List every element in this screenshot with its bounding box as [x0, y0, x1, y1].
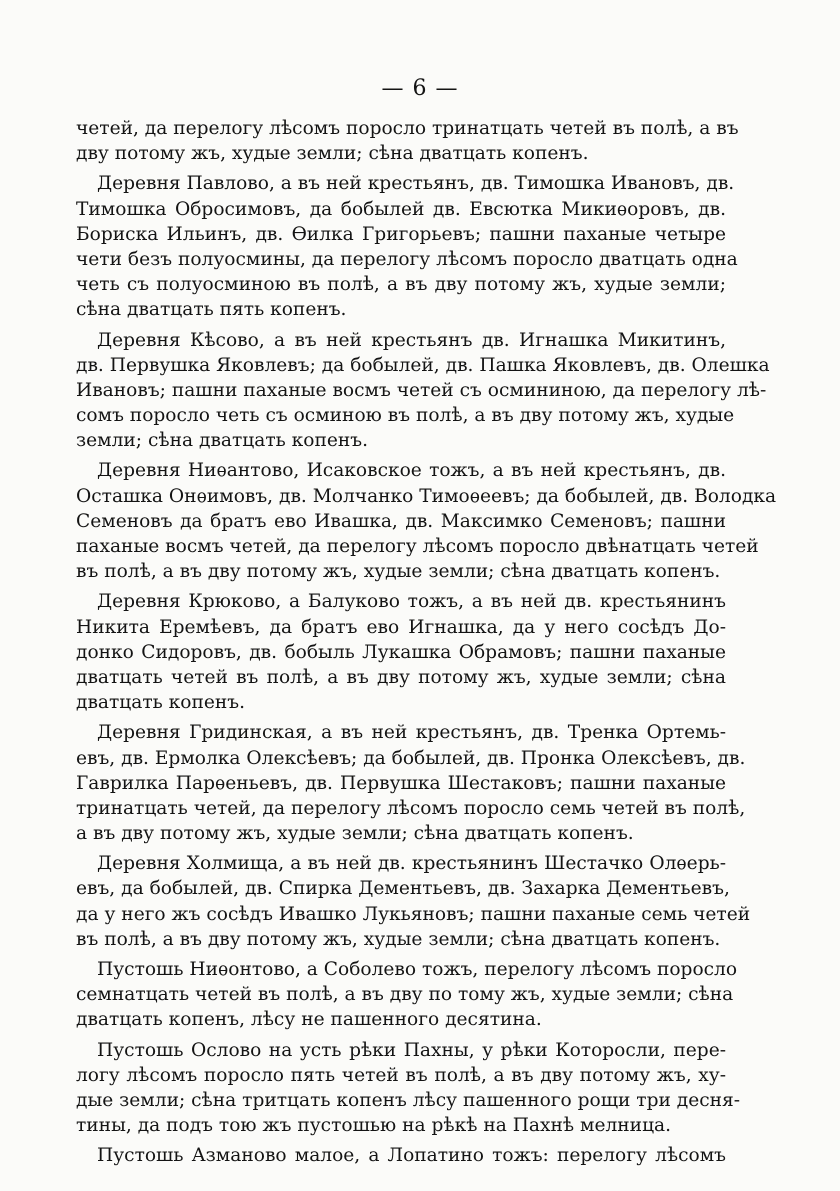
paragraph-nifontovo [76, 957, 738, 1033]
text-line: логу лѣсомъ поросло пять четей въ полѣ, а въ дву потому жъ, ху- [76, 1064, 726, 1086]
text-line: паханые восмъ четей, да перелогу лѣсомъ поросло двѣнатцать четей [76, 536, 759, 557]
text-line: чети безъ полуосмины, да перелогу лѣсомъ поросло дватцать одна [76, 248, 738, 270]
text-line: четей, да перелогу лѣсомъ поросло тринатцать четей въ полѣ, а въ [76, 118, 739, 139]
text-line: Деревня Павлово, а въ ней крестьянъ, дв. Тимошка Ивановъ, дв. [97, 173, 735, 195]
text-line: Деревня Ниѳантово, Исаковское тожъ, а въ ней крестьянъ, дв. [97, 460, 726, 482]
paragraph-nifantovo [76, 458, 777, 584]
text-line: семнатцать четей въ полѣ, а въ дву по тому жъ, худые земли; сѣна [76, 984, 734, 1006]
text-line: Гаврилка Парѳеньевъ, дв. Первушка Шестаковъ; пашни паханые [76, 772, 726, 794]
text-body [76, 116, 777, 1174]
text-line: дватцать копенъ. [76, 692, 245, 714]
text-line: дву потому жъ, худые земли; сѣна дватцать копенъ. [76, 143, 589, 165]
text-line: Тимошка Обросимовъ, да бобылей дв. Евсютка Микиѳоровъ, дв. [76, 198, 726, 220]
page-number: — 6 — [381, 76, 459, 101]
paragraph-continuation [76, 116, 739, 166]
text-line: тины, да подъ тою жъ пустошью на рѣкѣ на Пахнѣ мелница. [76, 1115, 672, 1137]
paragraph-oslovo [76, 1038, 741, 1139]
text-line: Деревня Кѣсово, а въ ней крестьянъ дв. Игнашка Микитинъ, [97, 329, 726, 351]
text-line: Деревня Холмища, а въ ней дв. крестьянинъ Шестачко Олѳерь- [97, 853, 726, 875]
text-line: сомъ поросло четь съ осминою въ полѣ, а въ дву потому жъ, худые [76, 405, 735, 427]
text-line: донко Сидоровъ, дв. бобыль Лукашка Обрамовъ; пашни паханые [76, 641, 726, 663]
text-line: Никита Еремѣевъ, да братъ ево Игнашка, да у него сосѣдъ До- [76, 616, 726, 638]
text-line: дые земли; сѣна тритцать копенъ лѣсу пашенного рощи три десня- [76, 1089, 741, 1111]
text-line: Пустошь Ниѳонтово, а Соболево тожъ, перелогу лѣсомъ поросло [97, 959, 738, 980]
paragraph-kryukovo [76, 589, 726, 715]
text-line: Деревня Крюково, а Балуково тожъ, а въ ней дв. крестьянинъ [97, 591, 726, 613]
text-line: дватцать копенъ, лѣсу не пашенного десятина. [76, 1009, 542, 1031]
text-line: сѣна дватцать пять копенъ. [76, 299, 347, 321]
text-line: въ полѣ, а въ дву потому жъ, худые земли; сѣна дватцать копенъ. [76, 928, 721, 950]
paragraph-pavlovo [76, 171, 738, 322]
text-line: евъ, дв. Ермолка Олексѣевъ; да бобылей, дв. Пронка Олексѣевъ, дв. [76, 747, 746, 769]
text-line: Деревня Гридинская, а въ ней крестьянъ, дв. Тренка Ортемь- [97, 722, 726, 744]
paragraph-kholmishcha [76, 851, 751, 952]
text-line: Пустошь Азманово малое, а Лопатино тожъ: перелогу лѣсомъ [97, 1145, 726, 1167]
text-line: да у него жъ сосѣдъ Ивашко Лукьяновъ; пашни паханые семь четей [76, 903, 751, 925]
text-line: тринатцать четей, да перелогу лѣсомъ поросло семь четей въ полѣ, [76, 797, 746, 819]
paragraph-kesovo [76, 328, 770, 454]
text-line: четь съ полуосминою въ полѣ, а въ дву потому жъ, худые земли; [76, 274, 726, 296]
text-line: земли; сѣна дватцать копенъ. [76, 430, 368, 452]
paragraph-azmanovo [76, 1143, 726, 1168]
text-line: евъ, да бобылей, дв. Спирка Дементьевъ, дв. Захарка Дементьевъ, [76, 878, 730, 900]
text-line: Семеновъ да братъ ево Ивашка, дв. Максимко Семеновъ; пашни [76, 510, 726, 532]
text-line: дватцать четей въ полѣ, а въ дву потому жъ, худые земли; сѣна [76, 666, 726, 688]
text-line: въ полѣ, а въ дву потому жъ, худые земли; сѣна дватцать копенъ. [76, 561, 721, 583]
text-line: Осташка Онѳимовъ, дв. Молчанко Тимоѳеевъ; да бобылей, дв. Володка [76, 485, 777, 507]
paragraph-gridinskaya [76, 720, 746, 846]
text-line: Бориска Ильинъ, дв. Ѳилка Григорьевъ; пашни паханые четыре [76, 223, 726, 245]
text-line: дв. Первушка Яковлевъ; да бобылей, дв. Пашка Яковлевъ, дв. Олешка [76, 354, 770, 376]
text-line: Ивановъ; пашни паханые восмъ четей съ осмининою, да перелогу лѣ- [76, 379, 767, 401]
text-line: Пустошь Ослово на усть рѣки Пахны, у рѣки Которосли, пере- [97, 1039, 726, 1061]
text-line: а въ дву потому жъ, худые земли; сѣна дватцать копенъ. [76, 823, 634, 845]
